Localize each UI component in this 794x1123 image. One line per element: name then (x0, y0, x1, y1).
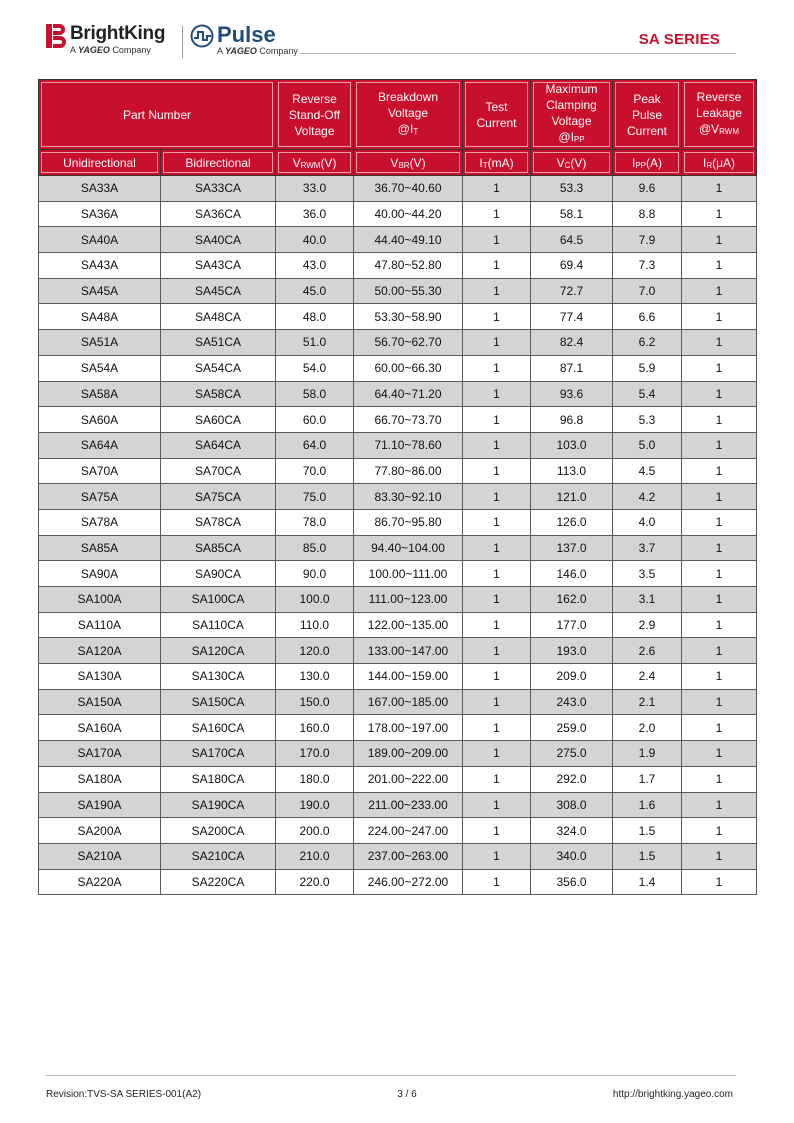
bidirectional-part: SA190CA (161, 792, 276, 818)
ir-cell: 1 (682, 253, 757, 279)
vc-cell: 209.0 (531, 664, 613, 690)
vc-cell: 243.0 (531, 689, 613, 715)
ipp-cell: 4.5 (613, 458, 682, 484)
bidirectional-part: SA51CA (161, 330, 276, 356)
it-cell: 1 (463, 432, 531, 458)
vrwm-cell: 36.0 (276, 201, 354, 227)
unidirectional-part: SA220A (39, 869, 161, 895)
table-row (39, 509, 757, 535)
vbr-cell: 60.00~66.30 (354, 355, 463, 381)
ipp-cell: 7.3 (613, 253, 682, 279)
vrwm-cell: 220.0 (276, 869, 354, 895)
vrwm-cell: 58.0 (276, 381, 354, 407)
unit-vbr: $V_{BR}(V)$ (354, 150, 463, 176)
header-reverse-leakage: Reverse Leakage $@V_{RWM}$ (682, 80, 757, 150)
ir-cell: 1 (682, 766, 757, 792)
vc-cell: 69.4 (531, 253, 613, 279)
vbr-cell: 64.40~71.20 (354, 381, 463, 407)
unidirectional-part: SA110A (39, 612, 161, 638)
unidirectional-part: SA78A (39, 509, 161, 535)
vbr-cell: 83.30~92.10 (354, 484, 463, 510)
vrwm-cell: 200.0 (276, 818, 354, 844)
unidirectional-part: SA120A (39, 638, 161, 664)
vrwm-cell: 150.0 (276, 689, 354, 715)
vc-cell: 72.7 (531, 278, 613, 304)
vbr-cell: 94.40~104.00 (354, 535, 463, 561)
ir-cell: 1 (682, 869, 757, 895)
bidirectional-part: SA160CA (161, 715, 276, 741)
table-row (39, 201, 757, 227)
it-cell: 1 (463, 715, 531, 741)
vbr-cell: 178.00~197.00 (354, 715, 463, 741)
ir-cell: 1 (682, 715, 757, 741)
ipp-cell: 2.4 (613, 664, 682, 690)
it-cell: 1 (463, 843, 531, 869)
ir-cell: 1 (682, 561, 757, 587)
unidirectional-part: SA58A (39, 381, 161, 407)
ir-cell: 1 (682, 587, 757, 613)
unit-row (39, 150, 757, 176)
ipp-cell: 3.7 (613, 535, 682, 561)
vrwm-cell: 120.0 (276, 638, 354, 664)
vbr-cell: 66.70~73.70 (354, 407, 463, 433)
vrwm-cell: 170.0 (276, 741, 354, 767)
bidirectional-part: SA150CA (161, 689, 276, 715)
ipp-cell: 6.6 (613, 304, 682, 330)
vrwm-cell: 64.0 (276, 432, 354, 458)
ir-cell: 1 (682, 612, 757, 638)
brightking-logo (46, 24, 165, 56)
logo-divider (182, 26, 183, 58)
pulse-logo (190, 24, 298, 57)
ipp-cell: 8.8 (613, 201, 682, 227)
ipp-cell: 4.0 (613, 509, 682, 535)
vc-cell: 113.0 (531, 458, 613, 484)
vrwm-cell: 75.0 (276, 484, 354, 510)
ir-cell: 1 (682, 227, 757, 253)
it-cell: 1 (463, 458, 531, 484)
ir-cell: 1 (682, 458, 757, 484)
unidirectional-part: SA75A (39, 484, 161, 510)
table-row (39, 432, 757, 458)
vbr-cell: 71.10~78.60 (354, 432, 463, 458)
it-cell: 1 (463, 587, 531, 613)
table-row (39, 689, 757, 715)
series-title: SA SERIES (638, 31, 720, 48)
bidirectional-part: SA40CA (161, 227, 276, 253)
ipp-cell: 1.4 (613, 869, 682, 895)
bidirectional-part: SA110CA (161, 612, 276, 638)
unidirectional-part: SA170A (39, 741, 161, 767)
ir-cell: 1 (682, 818, 757, 844)
unidirectional-part: SA33A (39, 176, 161, 202)
header-rule (300, 53, 736, 54)
unidirectional-part: SA85A (39, 535, 161, 561)
table-row (39, 561, 757, 587)
unidirectional-part: SA180A (39, 766, 161, 792)
unidirectional-part: SA51A (39, 330, 161, 356)
table-row (39, 612, 757, 638)
ir-cell: 1 (682, 535, 757, 561)
vc-cell: 324.0 (531, 818, 613, 844)
unit-ir: $I_R(\mu A)$ (682, 150, 757, 176)
vbr-cell: 201.00~222.00 (354, 766, 463, 792)
ir-cell: 1 (682, 278, 757, 304)
table-row (39, 304, 757, 330)
bidirectional-part: SA36CA (161, 201, 276, 227)
ipp-cell: 1.6 (613, 792, 682, 818)
unit-unidirectional: Unidirectional (39, 150, 161, 176)
unit-vc: $V_C(V)$ (531, 150, 613, 176)
ipp-cell: 5.3 (613, 407, 682, 433)
vc-cell: 146.0 (531, 561, 613, 587)
vc-cell: 87.1 (531, 355, 613, 381)
ipp-cell: 5.4 (613, 381, 682, 407)
vbr-cell: 224.00~247.00 (354, 818, 463, 844)
it-cell: 1 (463, 561, 531, 587)
ir-cell: 1 (682, 381, 757, 407)
table-row (39, 535, 757, 561)
unit-bidirectional: Bidirectional (161, 150, 276, 176)
bidirectional-part: SA33CA (161, 176, 276, 202)
bidirectional-part: SA120CA (161, 638, 276, 664)
ir-cell: 1 (682, 355, 757, 381)
unidirectional-part: SA160A (39, 715, 161, 741)
vrwm-cell: 33.0 (276, 176, 354, 202)
vc-cell: 356.0 (531, 869, 613, 895)
vrwm-cell: 210.0 (276, 843, 354, 869)
ipp-cell: 3.5 (613, 561, 682, 587)
unidirectional-part: SA90A (39, 561, 161, 587)
table-row (39, 664, 757, 690)
bidirectional-part: SA130CA (161, 664, 276, 690)
bidirectional-part: SA75CA (161, 484, 276, 510)
table-row (39, 176, 757, 202)
bidirectional-part: SA60CA (161, 407, 276, 433)
ipp-cell: 6.2 (613, 330, 682, 356)
bidirectional-part: SA85CA (161, 535, 276, 561)
it-cell: 1 (463, 792, 531, 818)
ir-cell: 1 (682, 664, 757, 690)
pulse-subtitle: A YAGEO Company (217, 46, 298, 56)
vbr-cell: 144.00~159.00 (354, 664, 463, 690)
header-test-current: Test Current (463, 80, 531, 150)
ipp-cell: 7.0 (613, 278, 682, 304)
ipp-cell: 4.2 (613, 484, 682, 510)
ir-cell: 1 (682, 484, 757, 510)
brightking-name: BrightKing (70, 23, 166, 44)
table-row (39, 638, 757, 664)
unidirectional-part: SA64A (39, 432, 161, 458)
vc-cell: 259.0 (531, 715, 613, 741)
ipp-cell: 2.1 (613, 689, 682, 715)
it-cell: 1 (463, 355, 531, 381)
pulse-name: Pulse (217, 22, 276, 47)
vc-cell: 82.4 (531, 330, 613, 356)
vbr-cell: 56.70~62.70 (354, 330, 463, 356)
header-clamping-voltage: Maximum Clamping Voltage $@I_{PP}$ (531, 80, 613, 150)
table-row (39, 355, 757, 381)
ir-cell: 1 (682, 304, 757, 330)
vc-cell: 308.0 (531, 792, 613, 818)
it-cell: 1 (463, 407, 531, 433)
header-part-number: Part Number (39, 80, 276, 150)
vc-cell: 64.5 (531, 227, 613, 253)
table-row (39, 715, 757, 741)
ir-cell: 1 (682, 176, 757, 202)
bidirectional-part: SA43CA (161, 253, 276, 279)
vbr-cell: 47.80~52.80 (354, 253, 463, 279)
bidirectional-part: SA220CA (161, 869, 276, 895)
ipp-cell: 5.9 (613, 355, 682, 381)
vrwm-cell: 160.0 (276, 715, 354, 741)
table-row (39, 869, 757, 895)
vrwm-cell: 70.0 (276, 458, 354, 484)
ir-cell: 1 (682, 407, 757, 433)
ipp-cell: 1.7 (613, 766, 682, 792)
vrwm-cell: 85.0 (276, 535, 354, 561)
spec-table (38, 79, 757, 895)
vc-cell: 58.1 (531, 201, 613, 227)
vrwm-cell: 100.0 (276, 587, 354, 613)
ir-cell: 1 (682, 689, 757, 715)
unidirectional-part: SA130A (39, 664, 161, 690)
it-cell: 1 (463, 484, 531, 510)
bidirectional-part: SA78CA (161, 509, 276, 535)
it-cell: 1 (463, 201, 531, 227)
vc-cell: 275.0 (531, 741, 613, 767)
ir-cell: 1 (682, 509, 757, 535)
vbr-cell: 167.00~185.00 (354, 689, 463, 715)
table-row (39, 330, 757, 356)
bidirectional-part: SA45CA (161, 278, 276, 304)
page-header (0, 0, 794, 75)
it-cell: 1 (463, 535, 531, 561)
it-cell: 1 (463, 766, 531, 792)
it-cell: 1 (463, 664, 531, 690)
vbr-cell: 36.70~40.60 (354, 176, 463, 202)
vc-cell: 177.0 (531, 612, 613, 638)
vrwm-cell: 60.0 (276, 407, 354, 433)
table-row (39, 227, 757, 253)
it-cell: 1 (463, 818, 531, 844)
table-row (39, 741, 757, 767)
bidirectional-part: SA180CA (161, 766, 276, 792)
vbr-cell: 133.00~147.00 (354, 638, 463, 664)
vbr-cell: 111.00~123.00 (354, 587, 463, 613)
bidirectional-part: SA210CA (161, 843, 276, 869)
table-row (39, 766, 757, 792)
unidirectional-part: SA200A (39, 818, 161, 844)
vbr-cell: 53.30~58.90 (354, 304, 463, 330)
bidirectional-part: SA70CA (161, 458, 276, 484)
vc-cell: 96.8 (531, 407, 613, 433)
vrwm-cell: 190.0 (276, 792, 354, 818)
ipp-cell: 1.5 (613, 843, 682, 869)
it-cell: 1 (463, 278, 531, 304)
ipp-cell: 7.9 (613, 227, 682, 253)
ir-cell: 1 (682, 741, 757, 767)
table-row (39, 792, 757, 818)
table-row (39, 458, 757, 484)
brightking-logo-icon (46, 24, 66, 48)
vrwm-cell: 40.0 (276, 227, 354, 253)
bidirectional-part: SA54CA (161, 355, 276, 381)
vc-cell: 292.0 (531, 766, 613, 792)
vbr-cell: 86.70~95.80 (354, 509, 463, 535)
unidirectional-part: SA100A (39, 587, 161, 613)
unit-it: $I_T(mA)$ (463, 150, 531, 176)
it-cell: 1 (463, 227, 531, 253)
ipp-cell: 2.0 (613, 715, 682, 741)
bidirectional-part: SA48CA (161, 304, 276, 330)
table-body (39, 176, 757, 895)
ir-cell: 1 (682, 638, 757, 664)
ir-cell: 1 (682, 792, 757, 818)
footer-page-number: 3 / 6 (397, 1089, 417, 1100)
footer-url: http://brightking.yageo.com (612, 1089, 733, 1100)
table-row (39, 278, 757, 304)
vrwm-cell: 54.0 (276, 355, 354, 381)
vc-cell: 162.0 (531, 587, 613, 613)
pulse-logo-icon (190, 24, 214, 48)
ipp-cell: 1.5 (613, 818, 682, 844)
ipp-cell: 9.6 (613, 176, 682, 202)
table-row (39, 587, 757, 613)
bidirectional-part: SA64CA (161, 432, 276, 458)
vbr-cell: 100.00~111.00 (354, 561, 463, 587)
vbr-cell: 237.00~263.00 (354, 843, 463, 869)
ir-cell: 1 (682, 432, 757, 458)
table-row (39, 843, 757, 869)
unit-vrwm: $V_{RWM}(V)$ (276, 150, 354, 176)
unit-ipp: $I_{PP}(A)$ (613, 150, 682, 176)
it-cell: 1 (463, 176, 531, 202)
header-breakdown-voltage: Breakdown Voltage $@I_T$ (354, 80, 463, 150)
unidirectional-part: SA210A (39, 843, 161, 869)
vc-cell: 121.0 (531, 484, 613, 510)
ipp-cell: 2.9 (613, 612, 682, 638)
vc-cell: 53.3 (531, 176, 613, 202)
vrwm-cell: 78.0 (276, 509, 354, 535)
vbr-cell: 189.00~209.00 (354, 741, 463, 767)
vc-cell: 137.0 (531, 535, 613, 561)
vrwm-cell: 45.0 (276, 278, 354, 304)
footer-revision: Revision:TVS-SA SERIES-001(A2) (46, 1089, 202, 1100)
it-cell: 1 (463, 612, 531, 638)
footer-rule (46, 1075, 736, 1076)
unidirectional-part: SA48A (39, 304, 161, 330)
unidirectional-part: SA190A (39, 792, 161, 818)
unidirectional-part: SA70A (39, 458, 161, 484)
it-cell: 1 (463, 509, 531, 535)
vc-cell: 77.4 (531, 304, 613, 330)
it-cell: 1 (463, 638, 531, 664)
header-peak-pulse-current: Peak Pulse Current (613, 80, 682, 150)
unidirectional-part: SA60A (39, 407, 161, 433)
table-row (39, 253, 757, 279)
vrwm-cell: 90.0 (276, 561, 354, 587)
unidirectional-part: SA45A (39, 278, 161, 304)
vbr-cell: 122.00~135.00 (354, 612, 463, 638)
bidirectional-part: SA100CA (161, 587, 276, 613)
ipp-cell: 2.6 (613, 638, 682, 664)
vbr-cell: 40.00~44.20 (354, 201, 463, 227)
vbr-cell: 50.00~55.30 (354, 278, 463, 304)
table-row (39, 818, 757, 844)
unidirectional-part: SA43A (39, 253, 161, 279)
vbr-cell: 246.00~272.00 (354, 869, 463, 895)
unidirectional-part: SA150A (39, 689, 161, 715)
vc-cell: 126.0 (531, 509, 613, 535)
header-standoff-voltage: Reverse Stand-Off Voltage (276, 80, 354, 150)
it-cell: 1 (463, 330, 531, 356)
it-cell: 1 (463, 381, 531, 407)
vrwm-cell: 110.0 (276, 612, 354, 638)
bidirectional-part: SA58CA (161, 381, 276, 407)
vrwm-cell: 180.0 (276, 766, 354, 792)
it-cell: 1 (463, 253, 531, 279)
ir-cell: 1 (682, 201, 757, 227)
vbr-cell: 77.80~86.00 (354, 458, 463, 484)
bidirectional-part: SA90CA (161, 561, 276, 587)
vc-cell: 93.6 (531, 381, 613, 407)
it-cell: 1 (463, 741, 531, 767)
table-row (39, 381, 757, 407)
ir-cell: 1 (682, 843, 757, 869)
vrwm-cell: 43.0 (276, 253, 354, 279)
it-cell: 1 (463, 304, 531, 330)
ir-cell: 1 (682, 330, 757, 356)
unidirectional-part: SA54A (39, 355, 161, 381)
ipp-cell: 1.9 (613, 741, 682, 767)
ipp-cell: 3.1 (613, 587, 682, 613)
vbr-cell: 44.40~49.10 (354, 227, 463, 253)
ipp-cell: 5.0 (613, 432, 682, 458)
unidirectional-part: SA36A (39, 201, 161, 227)
vrwm-cell: 130.0 (276, 664, 354, 690)
vc-cell: 103.0 (531, 432, 613, 458)
vrwm-cell: 51.0 (276, 330, 354, 356)
it-cell: 1 (463, 869, 531, 895)
vc-cell: 193.0 (531, 638, 613, 664)
unidirectional-part: SA40A (39, 227, 161, 253)
brightking-subtitle: A YAGEO Company (70, 45, 151, 55)
table-row (39, 484, 757, 510)
vc-cell: 340.0 (531, 843, 613, 869)
bidirectional-part: SA170CA (161, 741, 276, 767)
bidirectional-part: SA200CA (161, 818, 276, 844)
table-row (39, 407, 757, 433)
vrwm-cell: 48.0 (276, 304, 354, 330)
vbr-cell: 211.00~233.00 (354, 792, 463, 818)
header-row (39, 80, 757, 150)
it-cell: 1 (463, 689, 531, 715)
